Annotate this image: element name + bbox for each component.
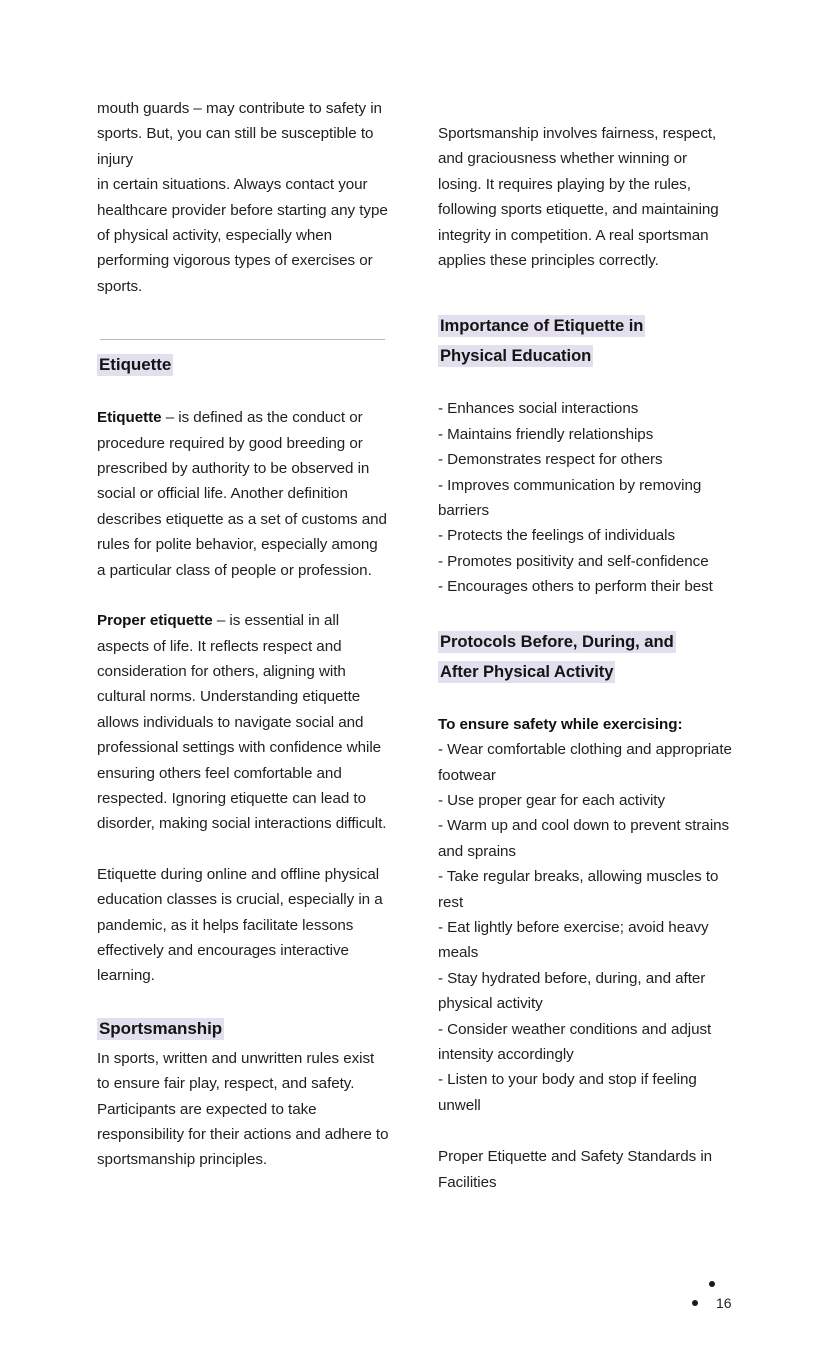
paragraph-continued-2: in certain situations. Always contact your healthcare provider before starting any type of physical activity, especially when performing vigorous types of exercises or sports.	[97, 176, 388, 295]
paragraph-sportsmanship: In sports, written and unwritten rules exist to ensure fair play, respect, and safety. Participants are expected to take responsibility for their actions and adhere to sportsmanship principles.	[97, 1049, 389, 1169]
list-item: - Stay hydrated before, during, and after physical activity	[438, 969, 706, 1013]
list-item: - Take regular breaks, allowing muscles to rest	[438, 868, 719, 911]
list-item: - Improves communication by removing barriers	[438, 476, 702, 520]
subheading-safety: To ensure safety while exercising:	[438, 715, 683, 733]
heading-protocols-line-2: After Physical Activity	[440, 661, 614, 681]
list-item: - Enhances social interactions	[438, 400, 639, 418]
list-item: - Consider weather conditions and adjust intensity accordingly	[438, 1020, 712, 1063]
list-item: - Maintains friendly relationships	[438, 425, 654, 443]
left-column	[97, 96, 389, 1173]
paragraph-proper-etiquette	[97, 608, 389, 837]
list-item: - Eat lightly before exercise; avoid heavy meals	[438, 918, 709, 962]
footer-dot-lower	[692, 1300, 698, 1306]
section-divider	[100, 339, 385, 340]
paragraph-etiquette-definition	[97, 405, 389, 583]
heading-sportsmanship-text: Sportsmanship	[99, 1018, 223, 1038]
right-column	[438, 121, 734, 1195]
list-item: - Use proper gear for each activity	[438, 791, 666, 809]
list-item: - Listen to your body and stop if feeling unwell	[438, 1071, 697, 1114]
page-number: 16	[716, 1295, 732, 1311]
list-item: - Wear comfortable clothing and appropriate footwear	[438, 741, 732, 784]
etiquette-definition-lead: Etiquette	[97, 409, 162, 427]
list-safety-protocols	[438, 737, 734, 1118]
list-item: - Protects the feelings of individuals	[438, 527, 676, 545]
proper-etiquette-body: – is essential in all aspects of life. It reflects respect and consideration for others, aligning with cultural norms. Understanding etiquette allows individuals to navigate social and professional settings with confidence while ensuring others feel comfortable and respected. Ignoring etiquette can lead to disorder, making social interactions difficult.	[97, 612, 387, 833]
paragraph-sportsmanship-intro: Sportsmanship involves fairness, respect, and graciousness whether winning or losing. It requires playing by the rules, following sports etiquette, and maintaining integrity in competition. A real sportsman applies these principles correctly.	[438, 125, 719, 270]
list-importance-of-etiquette	[438, 396, 734, 599]
proper-etiquette-lead: Proper etiquette	[97, 612, 213, 630]
heading-importance-of-etiquette	[438, 311, 734, 371]
list-item: - Encourages others to perform their best	[438, 578, 713, 596]
etiquette-definition-body: – is defined as the conduct or procedure required by good breeding or prescribed by authority to be observed in social or official life. Another definition describes etiquette as a set of customs and rules for polite behavior, especially among a particular class of people or profession.	[97, 409, 387, 579]
heading-protocols	[438, 627, 734, 687]
heading-importance-line-2: Physical Education	[440, 346, 592, 366]
paragraph-closing: Proper Etiquette and Safety Standards in Facilities	[438, 1148, 713, 1191]
heading-etiquette-text: Etiquette	[99, 355, 172, 375]
list-item: - Warm up and cool down to prevent strains and sprains	[438, 817, 730, 860]
footer-dot-upper	[709, 1281, 715, 1287]
list-item: - Demonstrates respect for others	[438, 451, 663, 469]
heading-etiquette	[97, 350, 389, 380]
paragraph-online-offline: Etiquette during online and offline physical education classes is crucial, especially in a pandemic, as it helps facilitate lessons effectively and encourages interactive learning.	[97, 865, 383, 985]
heading-protocols-line-1: Protocols Before, During, and	[440, 631, 674, 651]
heading-sportsmanship	[97, 1014, 389, 1044]
heading-importance-line-1: Importance of Etiquette in	[440, 316, 644, 336]
list-item: - Promotes positivity and self-confidence	[438, 552, 709, 570]
paragraph-continued: mouth guards – may contribute to safety in sports. But, you can still be susceptible to injury	[97, 100, 382, 168]
